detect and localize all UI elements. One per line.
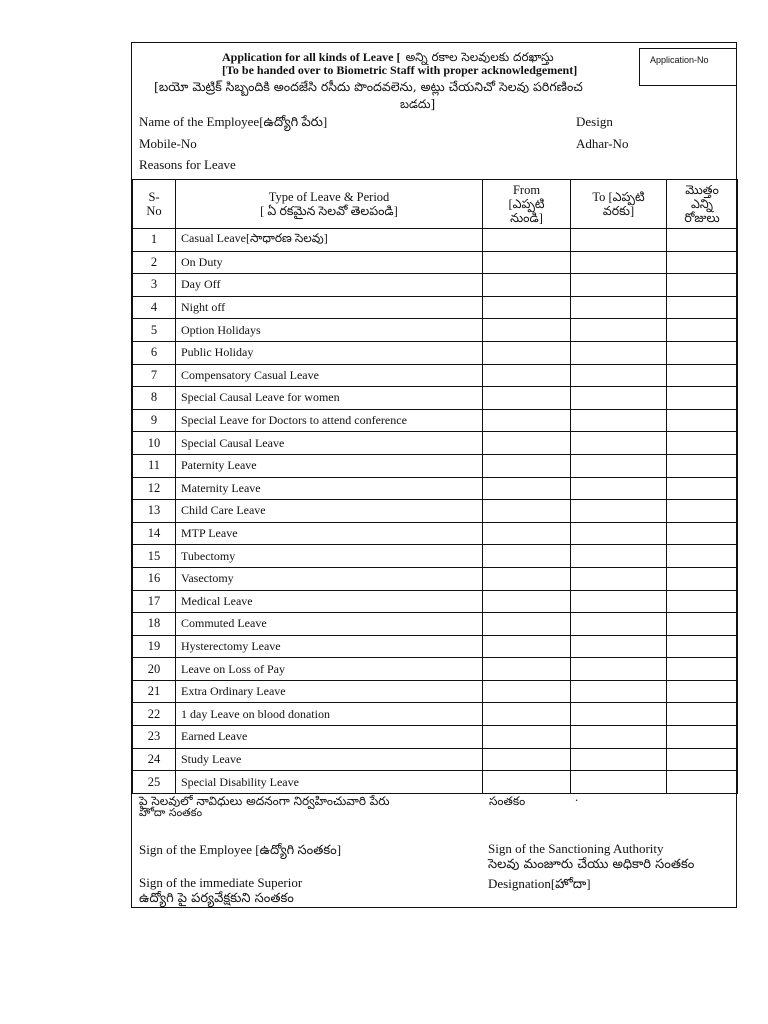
leave-type: Vasectomy (176, 567, 483, 590)
sign-superior[interactable]: Sign of the immediate Superior (139, 875, 303, 890)
table-row (133, 319, 738, 342)
to-date-cell[interactable] (571, 635, 667, 658)
from-date-cell[interactable] (483, 545, 571, 568)
row-number: 15 (133, 545, 176, 568)
row-number: 18 (133, 613, 176, 636)
table-row (133, 590, 738, 613)
to-date-cell[interactable] (571, 341, 667, 364)
row-number: 2 (133, 251, 176, 274)
designation-field[interactable]: Designation[హోదా] (488, 876, 591, 891)
table-row (133, 748, 738, 771)
verifier-telugu-line2: హోదా సంతకం (139, 806, 203, 819)
form-subtitle: [To be handed over to Biometric Staff with proper acknowledgement] (222, 63, 578, 77)
table-row (133, 251, 738, 274)
from-date-cell[interactable] (483, 748, 571, 771)
table-row (133, 387, 738, 410)
total-days-cell[interactable] (667, 522, 738, 545)
table-header-row (133, 180, 738, 229)
to-date-cell[interactable] (571, 229, 667, 252)
row-number: 16 (133, 567, 176, 590)
sign-employee[interactable]: Sign of the Employee [ఉద్యోగి సంతకం] (139, 842, 342, 857)
reasons-field[interactable]: Reasons for Leave (139, 157, 236, 172)
leave-type: Paternity Leave (176, 454, 483, 477)
leave-type: Extra Ordinary Leave (176, 680, 483, 703)
total-days-cell[interactable] (667, 364, 738, 387)
total-days-cell[interactable] (667, 296, 738, 319)
sign-authority[interactable]: Sign of the Sanctioning Authority (488, 841, 664, 856)
total-days-cell[interactable] (667, 432, 738, 455)
total-days-cell[interactable] (667, 545, 738, 568)
table-row (133, 341, 738, 364)
total-days-cell[interactable] (667, 658, 738, 681)
leave-type: Day Off (176, 274, 483, 297)
employee-name-field[interactable]: Name of the Employee[ఉద్యోగి పేరు] (139, 114, 328, 129)
leave-type: Special Disability Leave (176, 771, 483, 794)
from-date-cell[interactable] (483, 251, 571, 274)
title-telugu: అన్ని రకాల సెలవులకు దరఖాస్తు (405, 50, 554, 64)
leave-type: Medical Leave (176, 590, 483, 613)
header-sno: S- No (133, 180, 176, 229)
row-number: 17 (133, 590, 176, 613)
from-date-cell[interactable] (483, 229, 571, 252)
leave-type: Leave on Loss of Pay (176, 658, 483, 681)
to-date-cell[interactable] (571, 387, 667, 410)
to-date-cell[interactable] (571, 522, 667, 545)
row-number: 24 (133, 748, 176, 771)
leave-type: MTP Leave (176, 522, 483, 545)
to-date-cell[interactable] (571, 703, 667, 726)
header-type: Type of Leave & Period [ ఏ రకమైన సెలవో తెలపండి] (176, 180, 483, 229)
leave-type: Compensatory Casual Leave (176, 364, 483, 387)
to-date-cell[interactable] (571, 500, 667, 523)
leave-type: Public Holiday (176, 341, 483, 364)
total-days-cell[interactable] (667, 613, 738, 636)
leave-type: On Duty (176, 251, 483, 274)
total-days-cell[interactable] (667, 341, 738, 364)
total-days-cell[interactable] (667, 748, 738, 771)
to-date-cell[interactable] (571, 567, 667, 590)
row-number: 19 (133, 635, 176, 658)
leave-type: Special Leave for Doctors to attend conference (176, 409, 483, 432)
dot-mark: . (575, 789, 579, 804)
telugu-instruction-line2: బడదు] (400, 97, 436, 111)
leave-rows (133, 229, 738, 794)
from-date-cell[interactable] (483, 590, 571, 613)
leave-type: Casual Leave[సాధారణ సెలవు] (176, 229, 483, 252)
row-number: 1 (133, 229, 176, 252)
leave-type: Child Care Leave (176, 500, 483, 523)
sign-superior-telugu: ఉద్యోగి పై పర్యవేక్షకుని సంతకం (139, 891, 294, 906)
from-date-cell[interactable] (483, 522, 571, 545)
table-row (133, 680, 738, 703)
total-days-cell[interactable] (667, 251, 738, 274)
leave-type: Study Leave (176, 748, 483, 771)
total-days-cell[interactable] (667, 319, 738, 342)
row-number: 9 (133, 409, 176, 432)
leave-type: Night off (176, 296, 483, 319)
table-row (133, 229, 738, 252)
leave-type: Maternity Leave (176, 477, 483, 500)
total-days-cell[interactable] (667, 567, 738, 590)
from-date-cell[interactable] (483, 703, 571, 726)
total-days-cell[interactable] (667, 703, 738, 726)
row-number: 25 (133, 771, 176, 794)
header-to: To [ఎప్పటి వరకు] (571, 180, 667, 229)
application-no-box[interactable] (639, 48, 737, 86)
row-number: 21 (133, 680, 176, 703)
from-date-cell[interactable] (483, 274, 571, 297)
table-row (133, 409, 738, 432)
from-date-cell[interactable] (483, 635, 571, 658)
to-date-cell[interactable] (571, 432, 667, 455)
table-row (133, 432, 738, 455)
total-days-cell[interactable] (667, 680, 738, 703)
total-days-cell[interactable] (667, 409, 738, 432)
design-field[interactable]: Design (576, 114, 613, 129)
total-days-cell[interactable] (667, 229, 738, 252)
from-date-cell[interactable] (483, 341, 571, 364)
table-row (133, 703, 738, 726)
header-total-days: మొత్తం ఎన్ని రోజులు (667, 180, 738, 229)
to-date-cell[interactable] (571, 319, 667, 342)
leave-type: Earned Leave (176, 726, 483, 749)
from-date-cell[interactable] (483, 613, 571, 636)
row-number: 23 (133, 726, 176, 749)
leave-type: Special Causal Leave for women (176, 387, 483, 410)
leave-type: 1 day Leave on blood donation (176, 703, 483, 726)
sign-authority-telugu: సెలవు మంజూరు చేయు అధికారి సంతకం (488, 857, 695, 872)
leave-type: Commuted Leave (176, 613, 483, 636)
table-row (133, 726, 738, 749)
table-row (133, 477, 738, 500)
row-number: 13 (133, 500, 176, 523)
leave-type: Hysterectomy Leave (176, 635, 483, 658)
mobile-field[interactable]: Mobile-No (139, 136, 197, 151)
row-number: 5 (133, 319, 176, 342)
row-number: 7 (133, 364, 176, 387)
leave-type: Special Causal Leave (176, 432, 483, 455)
adhar-field[interactable]: Adhar-No (576, 136, 629, 151)
table-row (133, 296, 738, 319)
total-days-cell[interactable] (667, 387, 738, 410)
to-date-cell[interactable] (571, 726, 667, 749)
from-date-cell[interactable] (483, 387, 571, 410)
to-date-cell[interactable] (571, 545, 667, 568)
row-number: 22 (133, 703, 176, 726)
from-date-cell[interactable] (483, 680, 571, 703)
row-number: 8 (133, 387, 176, 410)
telugu-instruction-line1: [బయో మెట్రిక్ సిబ్బందికి అందజేసి రసీదు పొందవలెను, అట్లు చేయనిచో సెలవు పరిగణించ (154, 79, 583, 94)
total-days-cell[interactable] (667, 726, 738, 749)
to-date-cell[interactable] (571, 296, 667, 319)
row-number: 6 (133, 341, 176, 364)
from-date-cell[interactable] (483, 319, 571, 342)
from-date-cell[interactable] (483, 477, 571, 500)
leave-type: Option Holidays (176, 319, 483, 342)
to-date-cell[interactable] (571, 409, 667, 432)
to-date-cell[interactable] (571, 477, 667, 500)
to-date-cell[interactable] (571, 454, 667, 477)
row-number: 3 (133, 274, 176, 297)
from-date-cell[interactable] (483, 567, 571, 590)
row-number: 11 (133, 454, 176, 477)
total-days-cell[interactable] (667, 635, 738, 658)
from-date-cell[interactable] (483, 364, 571, 387)
row-number: 14 (133, 522, 176, 545)
table-row (133, 635, 738, 658)
total-days-cell[interactable] (667, 274, 738, 297)
from-date-cell[interactable] (483, 296, 571, 319)
application-no-label: Application-No (650, 55, 709, 65)
signature-telugu: సంతకం (489, 794, 526, 808)
table-row (133, 522, 738, 545)
leave-type: Tubectomy (176, 545, 483, 568)
to-date-cell[interactable] (571, 771, 667, 794)
to-date-cell[interactable] (571, 590, 667, 613)
to-date-cell[interactable] (571, 680, 667, 703)
to-date-cell[interactable] (571, 274, 667, 297)
table-row (133, 274, 738, 297)
to-date-cell[interactable] (571, 364, 667, 387)
row-number: 12 (133, 477, 176, 500)
header-from: From [ఎప్పటి నుండి] (483, 180, 571, 229)
leave-table (132, 179, 738, 794)
leave-application-form (131, 42, 737, 908)
to-date-cell[interactable] (571, 748, 667, 771)
table-row (133, 771, 738, 794)
total-days-cell[interactable] (667, 500, 738, 523)
row-number: 20 (133, 658, 176, 681)
total-days-cell[interactable] (667, 477, 738, 500)
table-row (133, 545, 738, 568)
to-date-cell[interactable] (571, 613, 667, 636)
row-number: 10 (133, 432, 176, 455)
table-row (133, 364, 738, 387)
from-date-cell[interactable] (483, 454, 571, 477)
verifier-telugu-line1: పై సెలవులో నావిధులు అదనంగా నిర్వహించువారి పేరు (139, 794, 390, 808)
table-row (133, 454, 738, 477)
table-row (133, 658, 738, 681)
total-days-cell[interactable] (667, 771, 738, 794)
from-date-cell[interactable] (483, 432, 571, 455)
table-row (133, 567, 738, 590)
total-days-cell[interactable] (667, 590, 738, 613)
from-date-cell[interactable] (483, 500, 571, 523)
table-row (133, 500, 738, 523)
from-date-cell[interactable] (483, 771, 571, 794)
from-date-cell[interactable] (483, 409, 571, 432)
row-number: 4 (133, 296, 176, 319)
from-date-cell[interactable] (483, 658, 571, 681)
from-date-cell[interactable] (483, 726, 571, 749)
total-days-cell[interactable] (667, 454, 738, 477)
table-row (133, 613, 738, 636)
to-date-cell[interactable] (571, 658, 667, 681)
title-english: Application for all kinds of Leave [ (222, 50, 401, 64)
to-date-cell[interactable] (571, 251, 667, 274)
